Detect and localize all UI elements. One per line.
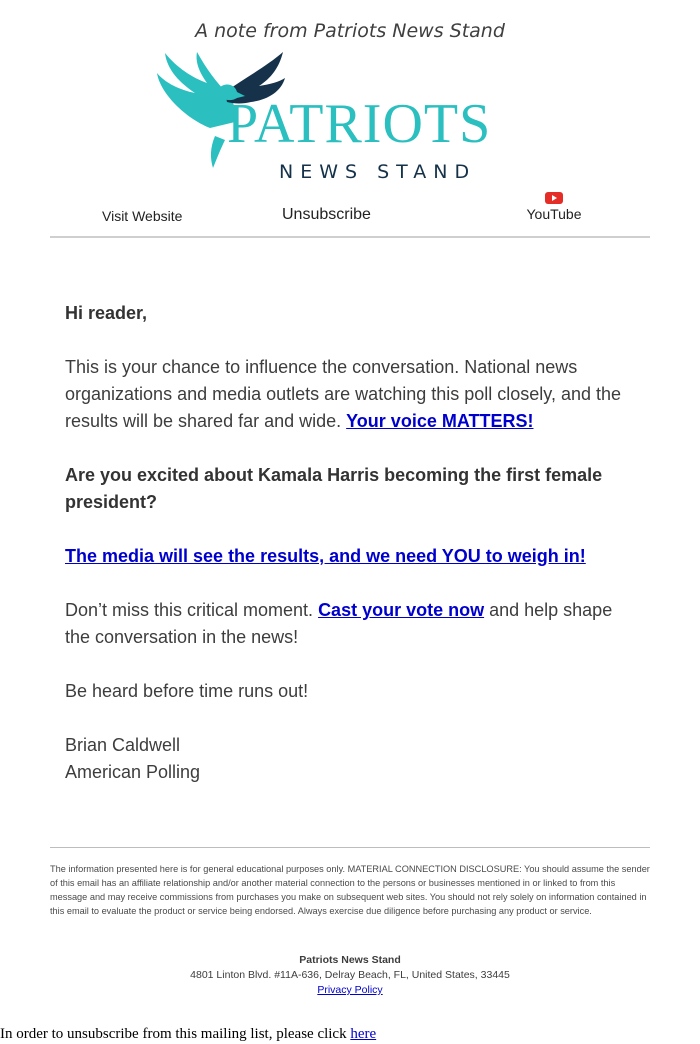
header-note: A note from Patriots News Stand <box>195 20 505 42</box>
footer-divider <box>50 847 650 848</box>
intro-text: This is your chance to influence the conversation. National news organizations and media outlets are watching this poll closely, and the results will be shared far and wide. <box>65 357 621 431</box>
youtube-link[interactable] <box>526 192 582 222</box>
logo-sub-text: NEWS STAND <box>279 161 477 183</box>
visit-website-link[interactable]: Visit Website <box>102 208 183 224</box>
unsubscribe-here-link[interactable]: here <box>350 1026 377 1042</box>
youtube-label: YouTube <box>526 206 582 222</box>
poll-question: Are you excited about Kamala Harris becoming the first female president? <box>65 465 603 512</box>
footer-address: 4801 Linton Blvd. #11A-636, Delray Beach, FL, United States, 33445 <box>190 969 510 981</box>
privacy-policy-link[interactable]: Privacy Policy <box>317 984 383 996</box>
signature-name: Brian Caldwell <box>65 735 181 755</box>
signature-org: American Polling <box>65 762 201 782</box>
unsubscribe-line-text: In order to unsubscribe from this mailing list, please click <box>0 1026 351 1042</box>
unsubscribe-link[interactable]: Unsubscribe <box>282 206 371 223</box>
patriots-news-stand-logo[interactable] <box>155 48 555 183</box>
disclaimer-text: The information presented here is for general educational purposes only. MATERIAL CONNECTION DISCLOSURE: You should assume the sender of this email has an affiliate relationship and/or another material connection to the persons or businesses mentioned in or linked to from this message and may receive commissions from purchases you make on subsequent web sites. You should not rely solely on information contained in this email to evaluate the product or service being endorsed. Always exercise due diligence before purchasing any product or service. <box>50 864 650 916</box>
intro-paragraph <box>65 354 635 435</box>
weigh-in-link[interactable]: The media will see the results, and we need YOU to weigh in! <box>65 546 586 566</box>
vote-text-after: and help shape the conversation in the news! <box>65 600 613 647</box>
eagle-logo-icon <box>155 48 555 183</box>
vote-text-before: Don’t miss this critical moment. <box>65 600 319 620</box>
youtube-icon <box>545 192 563 204</box>
footer <box>0 953 700 998</box>
email-body <box>65 300 635 786</box>
unsubscribe-line <box>0 1026 376 1043</box>
vote-paragraph <box>65 597 635 651</box>
logo-main-text: PATRIOTS <box>227 93 492 155</box>
cast-vote-link[interactable]: Cast your vote now <box>318 600 485 620</box>
header-nav <box>50 192 650 238</box>
urgency-text: Be heard before time runs out! <box>65 681 309 701</box>
greeting: Hi reader, <box>65 303 148 323</box>
footer-company: Patriots News Stand <box>299 954 401 966</box>
voice-matters-link[interactable]: Your voice MATTERS! <box>346 411 534 431</box>
